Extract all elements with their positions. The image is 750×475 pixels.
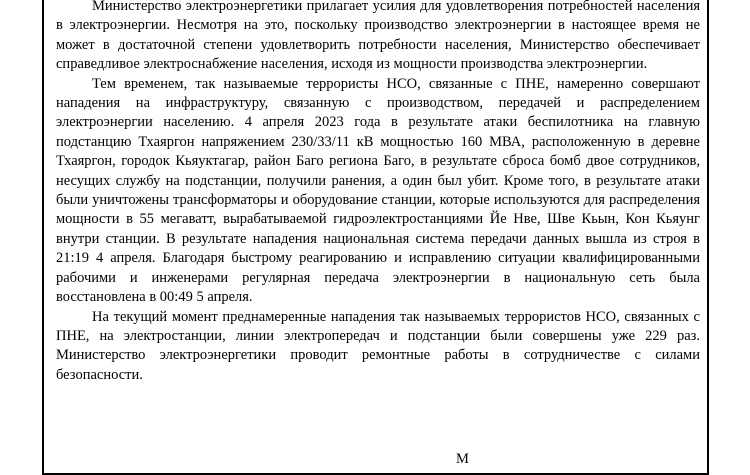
paragraph-attack-count: На текущий момент преднамеренные нападения так называемых террористов НСО, связанных с ПНЕ, на электростанции, линии электропередач и подстанции были совершены уже 229 раз. Министерство электроэнергетики проводит ремонтные работы в сотрудничестве с силами безопасности.	[56, 308, 700, 383]
paragraph-ministry-efforts: Министерство электроэнергетики прилагает усилия для удовлетворения потребностей населения в электроэнергии. Несмотря на это, поскольку производство электроэнергии в настоящее время не может в достаточной степени удовлетворить потребности населения, Министерство обеспечивает справедливое электроснабжение населения, исходя из мощности производства электроэнергии.	[56, 0, 700, 73]
document-body	[56, 0, 700, 385]
paragraph-substation-attack: Тем временем, так называемые террористы НСО, связанные с ПНЕ, намеренно совершают нападения на инфраструктуру, связанную с производством, передачей и распределением электроэнергии населению. 4 апреля 2023 года в результате атаки беспилотника на главную подстанцию Тхаяргон напряжением 230/33/11 кВ мощностью 160 МВА, расположенную в деревне Тхаяргон, городок Кьяуктагар, район Баго региона Баго, в результате сброса бомб двое сотрудников, несущих службу на подстанции, получили ранения, а один был убит. Кроме того, в результате атаки были уничтожены трансформаторы и оборудование станции, которые используются для распределения мощности в 55 мегаватт, вырабатываемой гидроэлектростанциями Йе Нве, Шве Кьын, Кон Кьяунг внутри станции. В результате нападения национальная система передачи данных вышла из строя в 21:19 4 апреля. Благодаря быстрому реагированию и исправлению ситуации квалифицированными рабочими и инженерами регулярная передача электроэнергии в национальную сеть была восстановлена в 00:49 5 апреля.	[56, 75, 700, 306]
cut-off-signature-text: М	[456, 451, 469, 467]
